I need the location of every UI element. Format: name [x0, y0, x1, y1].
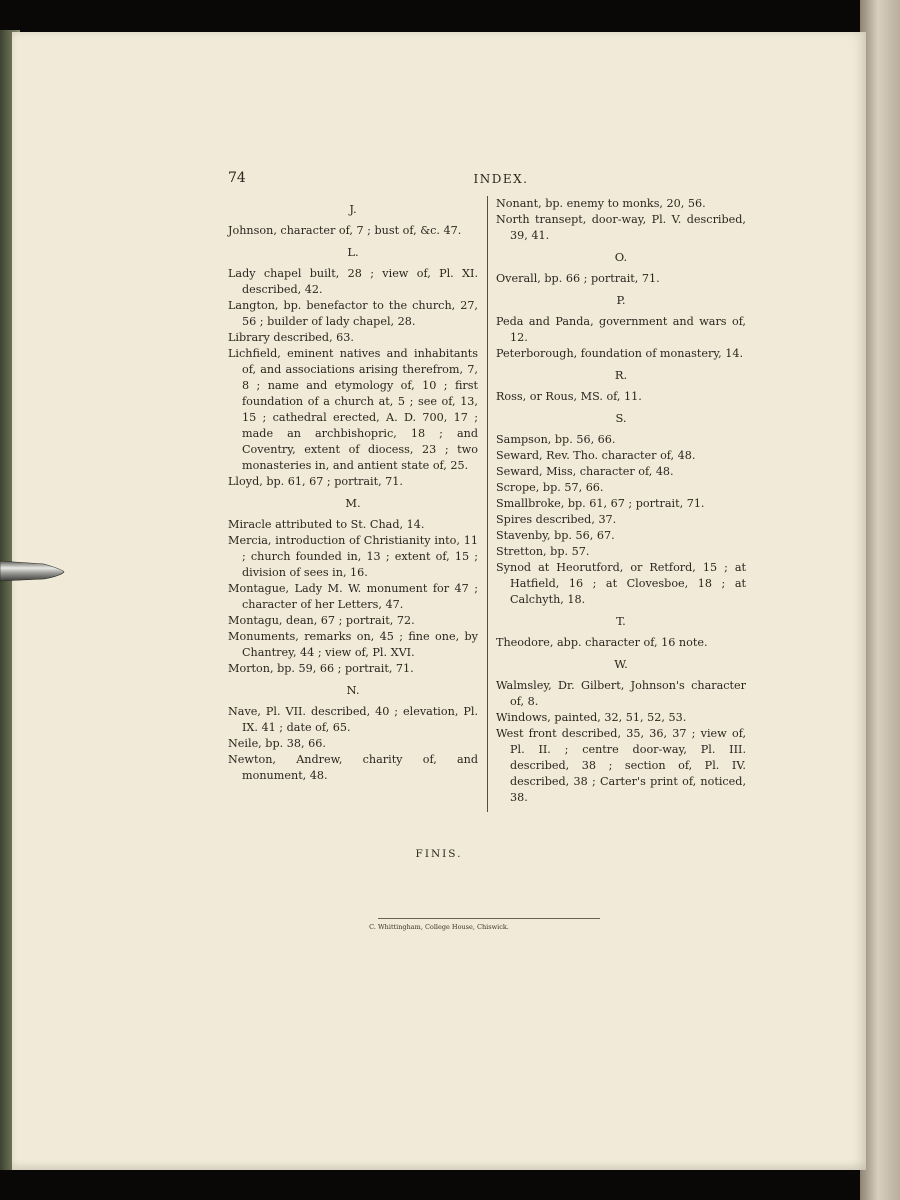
index-entry: Seward, Miss, character of, 48. — [496, 465, 674, 478]
index-entry: Seward, Rev. Tho. character of, 48. — [496, 449, 696, 462]
index-entry: Miracle attributed to St. Chad, 14. — [228, 518, 425, 531]
index-entry: Library described, 63. — [228, 331, 354, 344]
index-entry: Scrope, bp. 57, 66. — [496, 481, 604, 494]
adjacent-page-edge — [860, 0, 900, 1200]
index-entry: Newton, Andrew, charity of, and monument, 48. — [228, 753, 478, 782]
index-entry: Walmsley, Dr. Gilbert, Johnson's character of, 8. — [496, 679, 746, 708]
index-left-column — [228, 196, 478, 784]
index-letter-heading: P. — [616, 293, 626, 307]
running-header — [228, 170, 774, 190]
page-clip-icon — [0, 558, 66, 584]
index-entry: Lady chapel built, 28 ; view of, Pl. XI. described, 42. — [228, 267, 478, 296]
index-entry: Theodore, abp. character of, 16 note. — [496, 636, 708, 649]
column-divider — [487, 196, 488, 812]
index-entry: Synod at Heorutford, or Retford, 15 ; at Hatfield, 16 ; at Clovesboe, 18 ; at Calchyth, 18. — [496, 561, 746, 606]
index-letter-heading: R. — [614, 368, 628, 382]
index-letter-heading: W. — [614, 657, 628, 671]
index-entry: Overall, bp. 66 ; portrait, 71. — [496, 272, 660, 285]
finis-label: FINIS. — [415, 848, 463, 860]
index-entry: Nave, Pl. VII. described, 40 ; elevation, Pl. IX. 41 ; date of, 65. — [228, 705, 478, 734]
index-letter-heading: O. — [614, 250, 628, 264]
index-entry: Monuments, remarks on, 45 ; fine one, by Chantrey, 44 ; view of, Pl. XVI. — [228, 630, 478, 659]
index-entry: Neile, bp. 38, 66. — [228, 737, 326, 750]
page-title: INDEX. — [473, 172, 529, 186]
index-entry: Langton, bp. benefactor to the church, 27, 56 ; builder of lady chapel, 28. — [228, 299, 478, 328]
index-letter-heading: M. — [345, 496, 361, 510]
index-entry: Smallbroke, bp. 61, 67 ; portrait, 71. — [496, 497, 705, 510]
index-entry: Sampson, bp. 56, 66. — [496, 433, 616, 446]
page-number: 74 — [228, 170, 246, 186]
index-entry: Nonant, bp. enemy to monks, 20, 56. — [496, 197, 706, 210]
index-entry: Morton, bp. 59, 66 ; portrait, 71. — [228, 662, 414, 675]
index-entry: Ross, or Rous, MS. of, 11. — [496, 390, 642, 403]
index-entry: Windows, painted, 32, 51, 52, 53. — [496, 711, 687, 724]
index-letter-heading: J. — [349, 202, 357, 216]
index-entry: Stretton, bp. 57. — [496, 545, 590, 558]
index-entry: Lichfield, eminent natives and inhabitants of, and associations arising therefrom, 7, 8 ; name and etymology of, 10 ; first foundation of a church at, 5 ; see of, 13, 15 ; cathedral erected, A. D. 700, 17 ; made an archbishopric, 18 ; and Coventry, extent of diocess, 23 ; two monasteries in, and antient state of, 25. — [228, 347, 478, 472]
imprint-rule — [378, 918, 600, 919]
index-entry: Stavenby, bp. 56, 67. — [496, 529, 615, 542]
index-entry: Spires described, 37. — [496, 513, 617, 526]
index-entry: Peterborough, foundation of monastery, 14. — [496, 347, 744, 360]
index-letter-heading: S. — [615, 411, 627, 425]
index-entry: Montagu, dean, 67 ; portrait, 72. — [228, 614, 415, 627]
index-entry: Peda and Panda, government and wars of, 12. — [496, 315, 746, 344]
index-entry: Mercia, introduction of Christianity into, 11 ; church founded in, 13 ; extent of, 15 ; division of sees in, 16. — [228, 534, 478, 579]
index-entry: Lloyd, bp. 61, 67 ; portrait, 71. — [228, 475, 403, 488]
index-letter-heading: L. — [347, 245, 359, 259]
index-entry: North transept, door-way, Pl. V. described, 39, 41. — [496, 213, 746, 242]
index-entry: Johnson, character of, 7 ; bust of, &c. 47. — [228, 224, 462, 237]
index-letter-heading: T. — [616, 614, 626, 628]
index-entry: Montague, Lady M. W. monument for 47 ; character of her Letters, 47. — [228, 582, 478, 611]
index-right-column — [496, 196, 746, 806]
printer-imprint: C. Whittingham, College House, Chiswick. — [369, 923, 509, 931]
index-letter-heading: N. — [346, 683, 360, 697]
index-entry: West front described, 35, 36, 37 ; view of, Pl. II. ; centre door-way, Pl. III. described, 38 ; section of, Pl. IV. described, 38 ; Carter's print of, noticed, 38. — [496, 727, 746, 804]
